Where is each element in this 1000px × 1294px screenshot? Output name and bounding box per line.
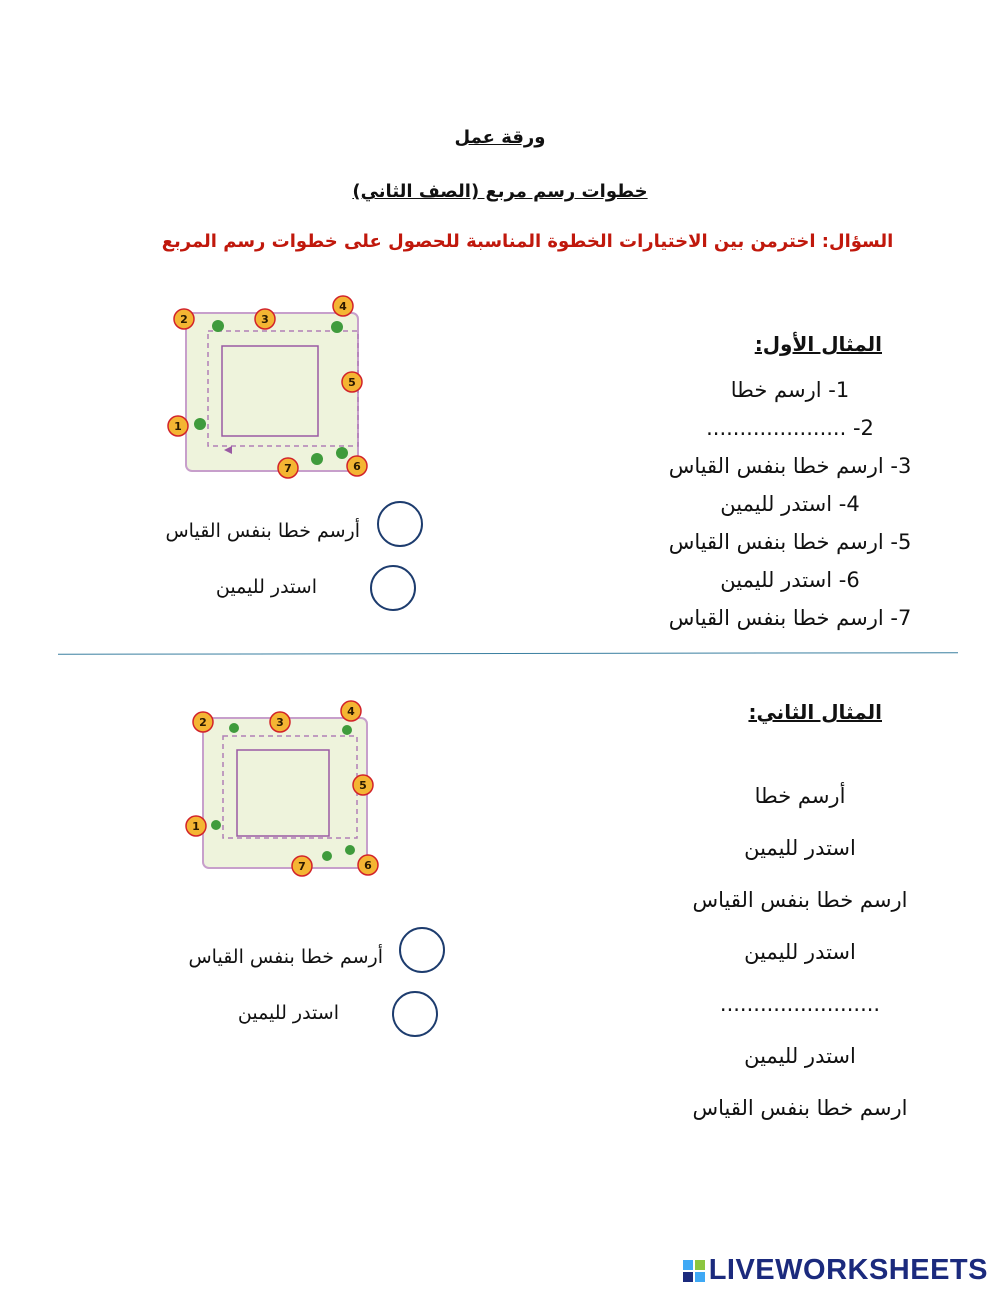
svg-text:6: 6 (364, 859, 372, 872)
example2-option-2-radio[interactable] (392, 991, 438, 1037)
example1-step-3: 3- ارسم خطا بنفس القياس (668, 454, 912, 478)
example2-step-7: ارسم خطا بنفس القياس (692, 1096, 908, 1120)
svg-text:3: 3 (261, 313, 269, 326)
example2-step-3: ارسم خطا بنفس القياس (692, 888, 908, 912)
svg-text:6: 6 (353, 460, 361, 473)
example2-step-2: استدر لليمين (744, 836, 856, 860)
example1-step-1: 1- ارسم خطا (730, 378, 850, 402)
example2-step-4: استدر لليمين (744, 940, 856, 964)
svg-text:3: 3 (276, 716, 284, 729)
liveworksheets-logo (683, 1254, 988, 1287)
example2-option-1-radio[interactable] (399, 927, 445, 973)
question-text: السؤال: اخترمن بين الاختيارات الخطوة المناسبة للحصول على خطوات رسم المربع (161, 231, 894, 252)
svg-text:7: 7 (284, 462, 292, 475)
svg-text:4: 4 (339, 300, 347, 313)
svg-text:4: 4 (347, 705, 355, 718)
example1-option-2-radio[interactable] (370, 565, 416, 611)
svg-text:5: 5 (359, 779, 367, 792)
example1-step-5: 5- ارسم خطا بنفس القياس (668, 530, 912, 554)
example1-step-4: 4- استدر لليمين (720, 492, 860, 516)
example1-option-1-label: أرسم خطا بنفس القياس (165, 520, 360, 542)
example1-step-2-blank[interactable]: 2- ..................... (706, 416, 874, 440)
svg-text:5: 5 (348, 376, 356, 389)
section-divider (58, 652, 958, 655)
example1-step-6: 6- استدر لليمين (720, 568, 860, 592)
worksheet-subtitle: خطوات رسم مربع (الصف الثاني) (352, 181, 648, 202)
example2-steps (660, 784, 940, 1148)
svg-text:7: 7 (298, 860, 306, 873)
example1-option-1-radio[interactable] (377, 501, 423, 547)
example1-option-2-label: استدر لليمين (215, 576, 317, 598)
example2-step-6: استدر لليمين (744, 1044, 856, 1068)
example1-step-7: 7- ارسم خطا بنفس القياس (668, 606, 912, 630)
example2-option-2-label: استدر لليمين (237, 1002, 339, 1024)
example2-step-1: أرسم خطا (754, 784, 846, 808)
example2-square-diagram (182, 700, 382, 880)
example1-heading: المثال الأول: (754, 332, 882, 356)
example2-heading: المثال الثاني: (748, 700, 882, 724)
example2-option-1-label: أرسم خطا بنفس القياس (188, 946, 383, 968)
example1-square-diagram (162, 293, 377, 483)
example2-step-5-blank[interactable]: ........................ (719, 992, 881, 1016)
svg-text:2: 2 (180, 313, 188, 326)
logo-text: LIVEWORKSHEETS (708, 1254, 988, 1286)
svg-text:1: 1 (192, 820, 200, 833)
svg-text:2: 2 (199, 716, 207, 729)
example1-steps (640, 378, 940, 644)
worksheet-title: ورقة عمل (454, 127, 546, 148)
svg-text:1: 1 (174, 420, 182, 433)
liveworksheets-logo-icon (683, 1260, 705, 1282)
